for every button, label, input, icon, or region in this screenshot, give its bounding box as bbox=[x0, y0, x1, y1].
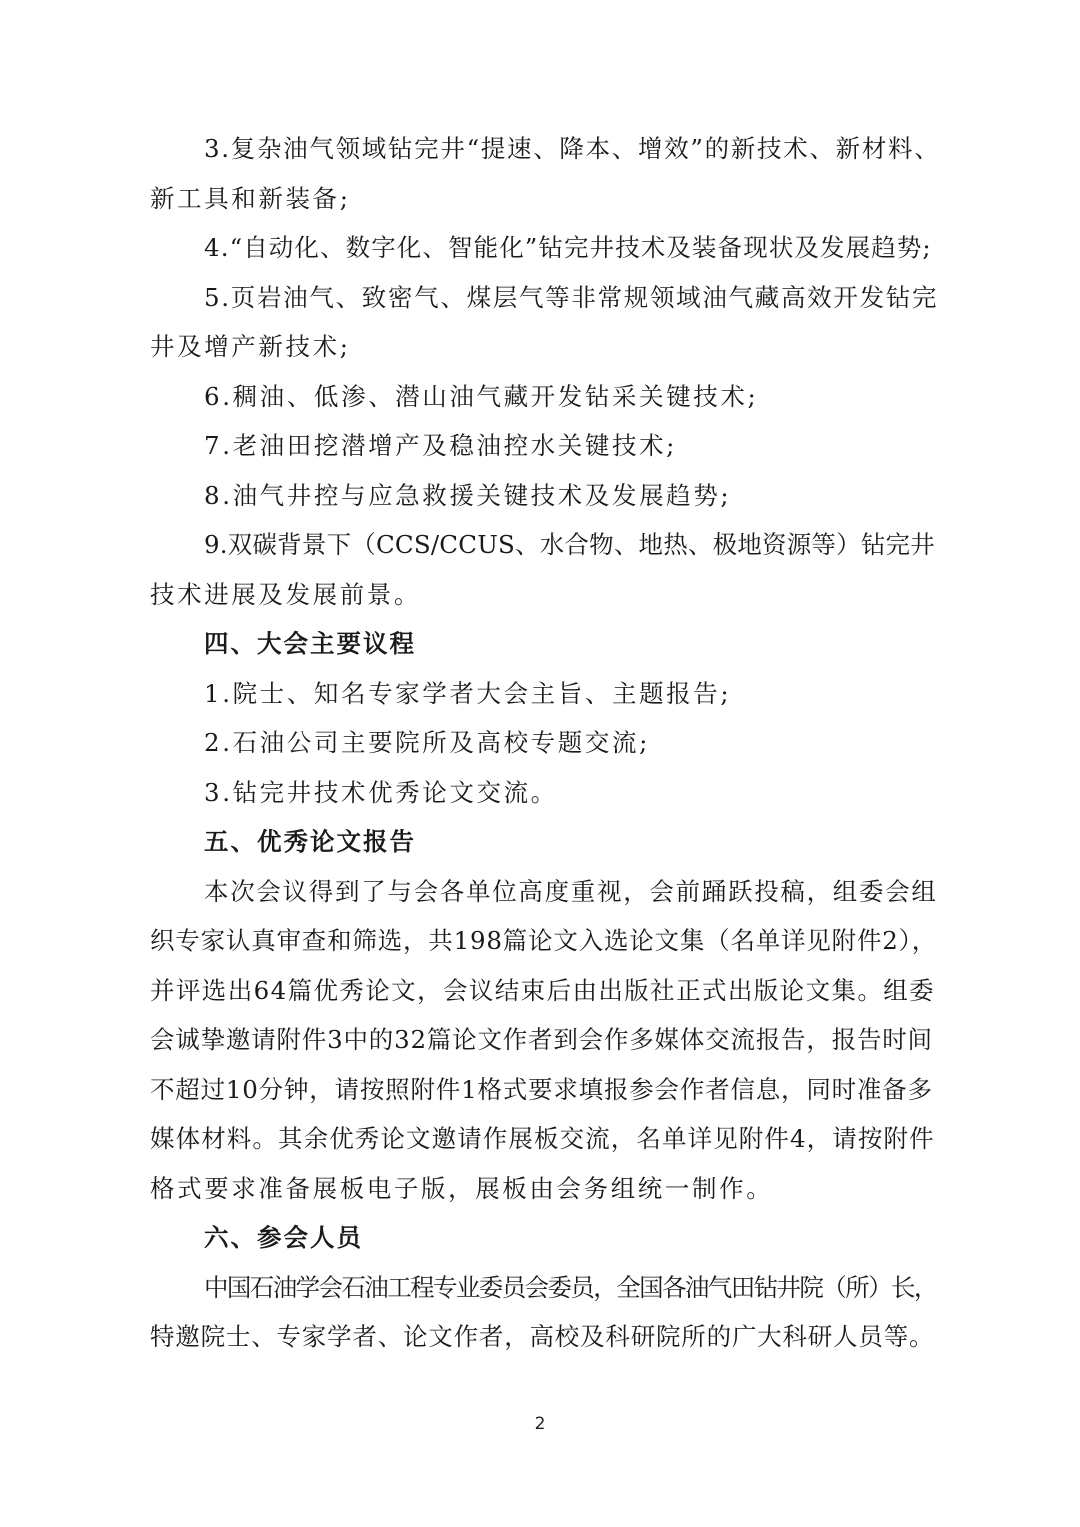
section-heading-attendees: 六、参会人员 bbox=[204, 1223, 363, 1252]
item-9-line-1: 9.双碳背景下（CCS/CCUS、水合物、地热、极地资源等）钻完井 bbox=[204, 530, 935, 559]
item-8: 8.油气井控与应急救援关键技术及发展趋势; bbox=[204, 480, 732, 510]
item-3-line-2: 新工具和新装备; bbox=[150, 183, 351, 213]
papers-paragraph-line-2: 织专家认真审查和筛选，共198篇论文入选论文集（名单详见附件2）， bbox=[150, 926, 937, 955]
page-number: 2 bbox=[534, 1414, 546, 1434]
item-7: 7.老油田挖潜增产及稳油控水关键技术; bbox=[204, 431, 678, 460]
item-3-line-1: 3.复杂油气领域钻完井“提速、降本、增效”的新技术、新材料、 bbox=[204, 134, 941, 163]
agenda-item-2: 2.石油公司主要院所及高校专题交流; bbox=[204, 728, 650, 757]
attendees-paragraph-line-1: 中国石油学会石油工程专业委员会委员，全国各油气田钻井院（所）长， bbox=[204, 1272, 937, 1302]
agenda-item-3: 3.钻完井技术优秀论文交流。 bbox=[204, 777, 558, 807]
section-heading-papers: 五、优秀论文报告 bbox=[204, 827, 416, 856]
papers-paragraph-line-4: 会诚挚邀请附件3中的32篇论文作者到会作多媒体交流报告，报告时间 bbox=[150, 1025, 933, 1054]
item-6: 6.稠油、低渗、潜山油气藏开发钻采关键技术; bbox=[204, 381, 759, 411]
papers-paragraph-line-5: 不超过10分钟，请按照附件1格式要求填报参会作者信息，同时准备多 bbox=[150, 1074, 933, 1104]
papers-paragraph-line-1: 本次会议得到了与会各单位高度重视，会前踊跃投稿，组委会组 bbox=[204, 876, 938, 906]
item-5-line-2: 井及增产新技术; bbox=[150, 332, 351, 361]
item-5-line-1: 5.页岩油气、致密气、煤层气等非常规领域油气藏高效开发钻完 bbox=[204, 282, 939, 312]
section-heading-agenda: 四、大会主要议程 bbox=[204, 629, 416, 658]
attendees-paragraph-line-2: 特邀院士、专家学者、论文作者，高校及科研院所的广大科研人员等。 bbox=[150, 1322, 935, 1351]
agenda-item-1: 1.院士、知名专家学者大会主旨、主题报告; bbox=[204, 678, 732, 708]
document-body bbox=[150, 124, 940, 1362]
item-4: 4.“自动化、数字化、智能化”钻完井技术及装备现状及发展趋势; bbox=[204, 233, 932, 262]
item-9-line-2: 技术进展及发展前景。 bbox=[150, 579, 421, 609]
papers-paragraph-line-3: 并评选出64篇优秀论文，会议结束后由出版社正式出版论文集。组委 bbox=[150, 975, 936, 1005]
papers-paragraph-line-6: 媒体材料。其余优秀论文邀请作展板交流，名单详见附件4，请按附件 bbox=[150, 1124, 935, 1153]
papers-paragraph-line-7: 格式要求准备展板电子版，展板由会务组统一制作。 bbox=[150, 1173, 774, 1203]
